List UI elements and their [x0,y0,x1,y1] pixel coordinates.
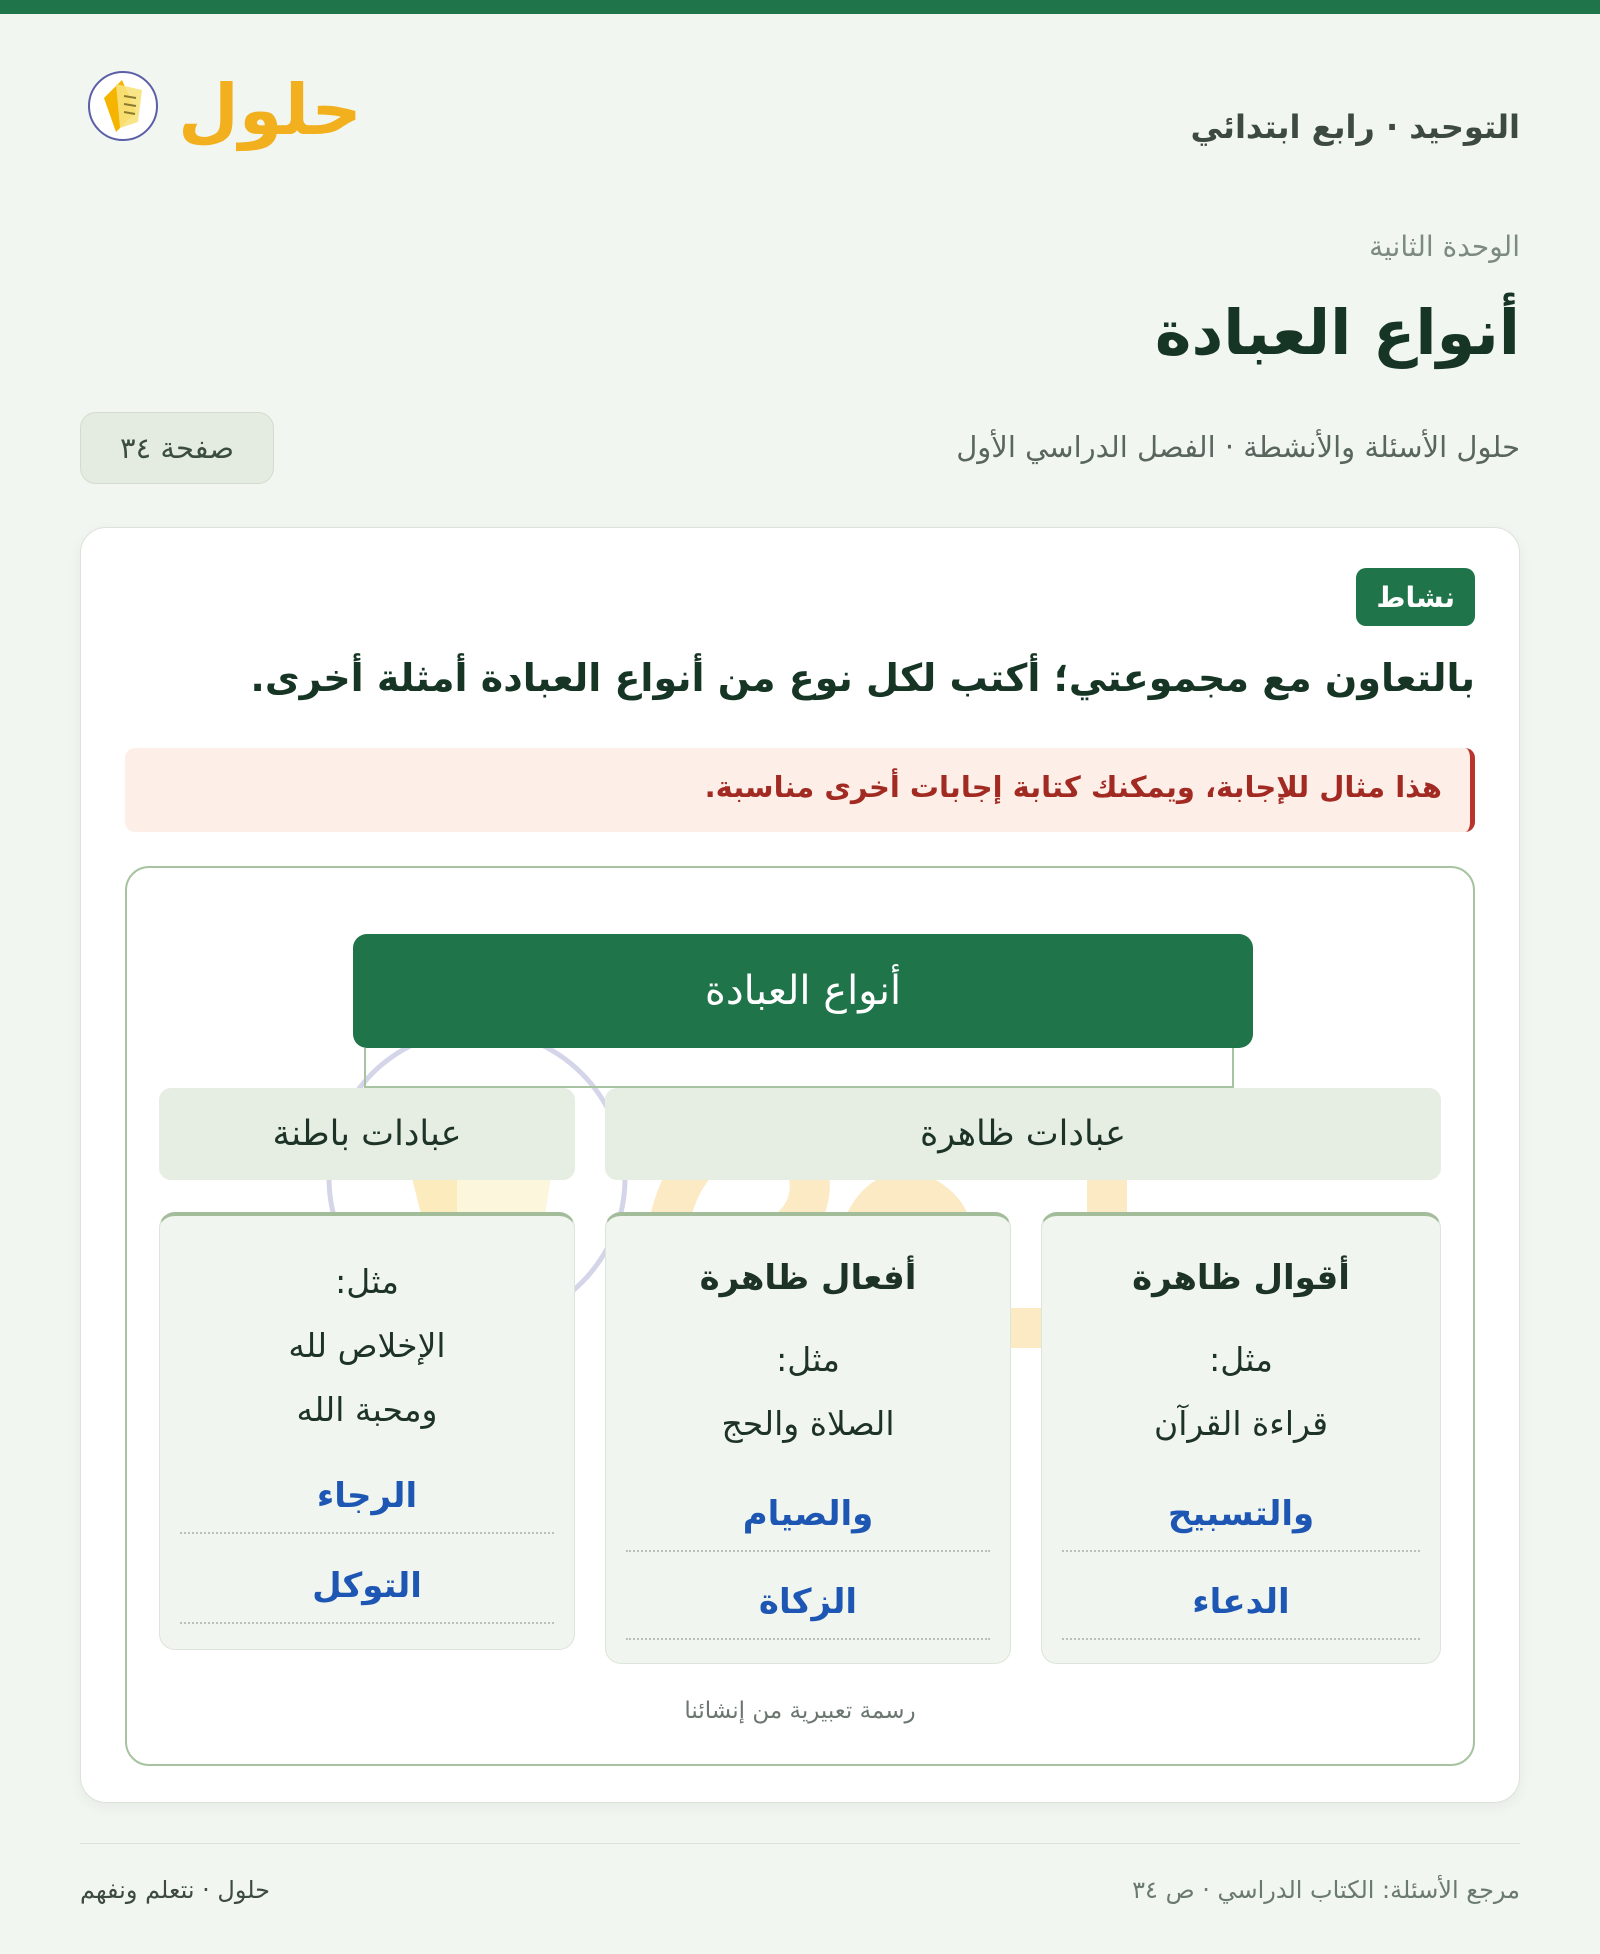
example-text-2: ومحبة الله [296,1390,438,1429]
activity-badge: نشاط [1356,568,1475,626]
diagram-root: أنواع العبادة [353,934,1253,1048]
answer-note-text: هذا مثال للإجابة، ويمكنك كتابة إجابات أخرى مناسبة. [704,770,1442,804]
diagram-caption: رسمة تعبيرية من إنشائنا [684,1698,916,1724]
answer-line: الزكاة [626,1566,990,1640]
tree-connector [364,1048,1234,1088]
column-title: أفعال ظاهرة [699,1258,917,1298]
subject-grade: التوحيد · رابع ابتدائي [1190,108,1520,146]
answer-line: والتسبيح [1062,1478,1420,1552]
column-visible-sayings [1041,1212,1441,1664]
category-visible-worship: عبادات ظاهرة [605,1088,1441,1180]
answer-note [125,748,1475,832]
column-title: أقوال ظاهرة [1132,1258,1350,1298]
answer-line: والصيام [626,1478,990,1552]
page-subtitle: حلول الأسئلة والأنشطة · الفصل الدراسي الأول [956,430,1520,464]
column-visible-actions [605,1212,1011,1664]
activity-card [80,527,1520,1803]
activity-question: بالتعاون مع مجموعتي؛ أكتب لكل نوع من أنواع العبادة أمثلة أخرى. [250,656,1475,700]
site-logo[interactable] [80,62,380,182]
unit-label: الوحدة الثانية [1369,230,1520,263]
example-text: الإخلاص لله [288,1326,446,1365]
answer-line: التوكل [180,1550,554,1624]
column-hidden-worship [159,1212,575,1650]
page-number-badge: صفحة ٣٤ [80,412,274,484]
example-label: مثل: [1209,1340,1273,1379]
example-label: مثل: [776,1340,840,1379]
page-title: أنواع العبادة [1154,296,1520,369]
footer-divider [80,1843,1520,1844]
category-hidden-worship: عبادات باطنة [159,1088,575,1180]
top-accent-bar [0,0,1600,14]
answer-line: الدعاء [1062,1566,1420,1640]
logo-wordmark: حلول [178,69,362,151]
example-text: قراءة القرآن [1154,1404,1328,1443]
footer-brand[interactable]: حلول · نتعلم ونفهم [80,1876,270,1904]
page-header [80,62,1520,182]
example-text: الصلاة والحج [721,1404,895,1443]
worship-types-diagram [125,866,1475,1766]
answer-line: الرجاء [180,1460,554,1534]
footer-reference: مرجع الأسئلة: الكتاب الدراسي · ص ٣٤ [1132,1876,1520,1904]
example-label: مثل: [335,1262,399,1301]
